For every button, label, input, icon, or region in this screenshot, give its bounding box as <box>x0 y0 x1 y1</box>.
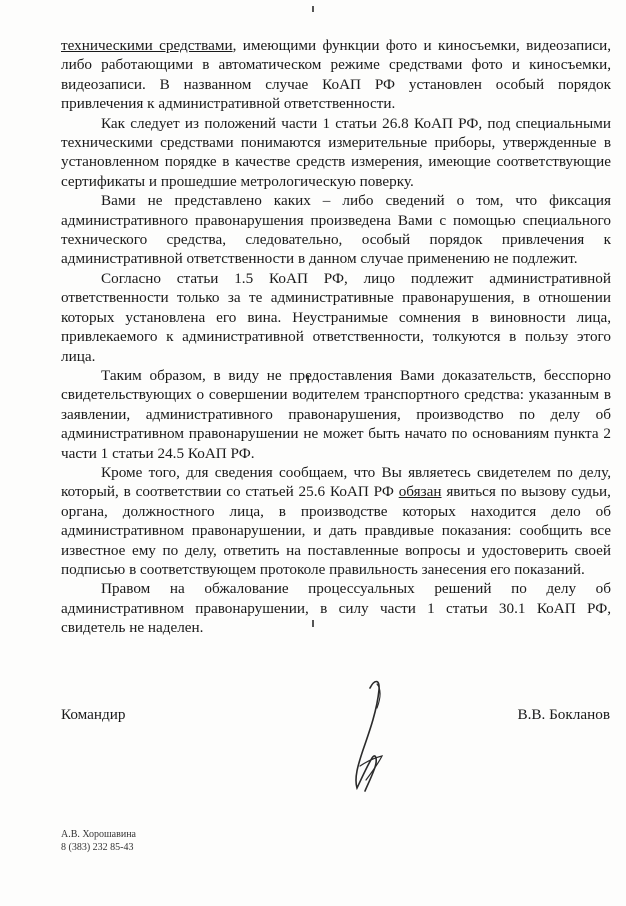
handwritten-signature <box>330 670 420 800</box>
paragraph-6-text: Кроме того, для сведения сообщаем, что Вы являетесь свидетелем по делу, который, в соответствии со статьей 25.6 КоАП РФ <box>61 463 611 501</box>
paragraph-6-text-end: явиться по вызову судьи, органа, должностного лица, в производстве которых находится дело об административном правонарушении, и дать правдивые показания: сообщить все известное ему по делу, ответить на поставленные вопросы и удостоверить своей подписью в соответствующем протоколе правильность занесения его показаний. <box>61 483 611 578</box>
paragraph-4: Согласно статьи 1.5 КоАП РФ, лицо подлежит административной ответственности только за те административные правонарушения, в отношении которых установлена его вина. Неустранимые сомнения в виновности лица, привлекаемого к административной ответственности, толкуются в пользу этого лица. <box>61 269 611 365</box>
signer-name: В.В. Бокланов <box>517 706 610 723</box>
paragraph-1 <box>61 36 611 114</box>
signer-position: Командир <box>61 706 126 723</box>
paragraph-2: Как следует из положений части 1 статьи 26.8 КоАП РФ, под специальными техническими средствами понимаются измерительные приборы, утвержденные в установленном порядке в качестве средств измерения, имеющие соответствующие сертификаты и прошедшие метрологическую поверку. <box>61 114 611 190</box>
paragraph-1-text: , имеющими функции фото и киносъемки, видеозаписи, либо работающими в автоматическом режиме средствами фото и киносъемки, видеозаписи. В названном случае КоАП РФ установлен особый порядок привлечения к административной ответственности. <box>61 37 611 113</box>
paragraph-3: Вами не представлено каких – либо сведений о том, что фиксация административного правонарушения произведена Вами с помощью специального технического средства, следовательно, особый порядок привлечения к административной ответственности в данном случае применению не подлежит. <box>61 192 611 268</box>
paragraph-5: Таким образом, в виду не предоставления Вами доказательств, бесспорно свидетельствующих о совершении водителем транспортного средства: указанным в заявлении, административного правонарушения, производство по делу об административном правонарушении не может быть начато по основаниям пункта 2 части 1 статьи 24.5 КоАП РФ. <box>61 366 611 462</box>
executor-phone: 8 (383) 232 85-43 <box>61 841 134 853</box>
paragraph-7: Правом на обжалование процессуальных решений по делу об административном правонарушении, в силу части 1 статьи 30.1 КоАП РФ, свидетель не наделен. <box>61 580 611 637</box>
executor-name: А.В. Хорошавина <box>61 829 136 840</box>
underlined-word: обязан <box>398 483 442 501</box>
scan-speck <box>312 6 314 12</box>
letter-body <box>61 36 611 638</box>
executor-block <box>61 829 136 854</box>
underlined-phrase: техническими средствами <box>61 37 233 54</box>
paragraph-6 <box>61 463 611 579</box>
